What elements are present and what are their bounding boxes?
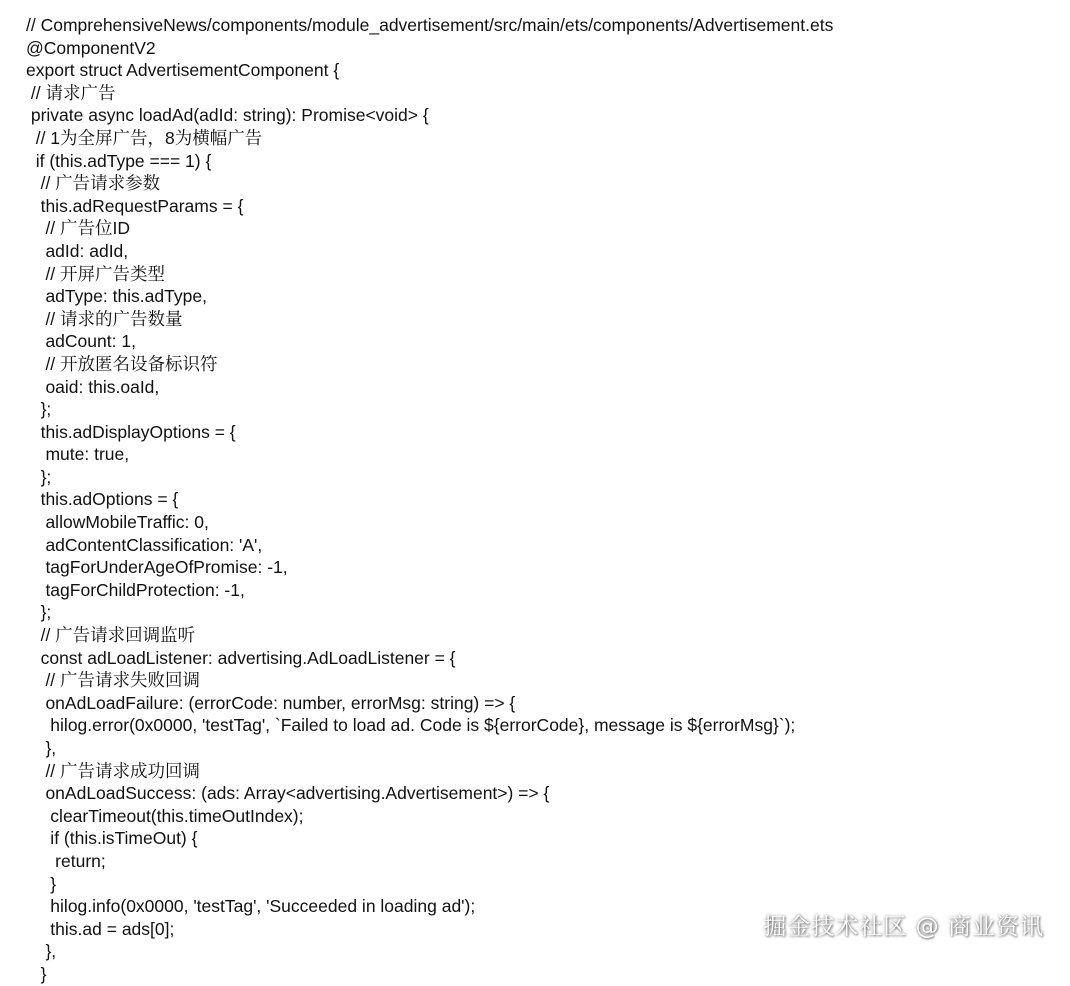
code-line: oaid: this.oaId, <box>26 376 160 397</box>
code-line: onAdLoadSuccess: (ads: Array<advertising.Advertisement>) => { <box>26 783 550 804</box>
code-line: // 广告请求参数 <box>26 173 161 194</box>
code-line: // 广告请求回调监听 <box>26 625 196 646</box>
code-line: this.ad = ads[0]; <box>26 918 175 939</box>
code-line: adType: this.adType, <box>26 286 207 307</box>
code-line: // 开放匿名设备标识符 <box>26 353 218 374</box>
code-line: // 1为全屏广告，8为横幅广告 <box>26 127 263 148</box>
code-line: adContentClassification: 'A', <box>26 534 263 555</box>
code-line: }, <box>26 941 57 962</box>
code-line: clearTimeout(this.timeOutIndex); <box>26 805 304 826</box>
code-line: onAdLoadFailure: (errorCode: number, errorMsg: string) => { <box>26 692 516 713</box>
code-line: }; <box>26 466 52 487</box>
code-line: // 开屏广告类型 <box>26 263 166 284</box>
code-line: this.adOptions = { <box>26 489 179 510</box>
code-line: private async loadAd(adId: string): Promise<void> { <box>26 105 429 126</box>
code-line: adId: adId, <box>26 240 129 261</box>
code-line: if (this.isTimeOut) { <box>26 828 198 849</box>
code-line: // 广告位ID <box>26 218 131 239</box>
code-line: } <box>26 873 57 894</box>
watermark: 掘金技术社区 @ 商业资讯 <box>763 914 1044 940</box>
code-line: hilog.error(0x0000, 'testTag', `Failed to load ad. Code is ${errorCode}, message is ${errorMsg}`); <box>26 715 796 736</box>
code-line: allowMobileTraffic: 0, <box>26 512 209 533</box>
code-line: }; <box>26 399 52 420</box>
code-line: mute: true, <box>26 444 130 465</box>
code-line: }, <box>26 738 57 758</box>
code-line: @ComponentV2 <box>26 37 156 58</box>
code-line: // 广告请求失败回调 <box>26 670 201 691</box>
code-line: }; <box>26 602 52 623</box>
code-line: tagForChildProtection: -1, <box>26 579 245 600</box>
code-line: // 请求广告 <box>26 82 116 103</box>
code-line: // 广告请求成功回调 <box>26 760 201 781</box>
code-line: adCount: 1, <box>26 331 136 352</box>
code-line: tagForUnderAgeOfPromise: -1, <box>26 557 288 578</box>
code-line: export struct AdvertisementComponent { <box>26 60 340 81</box>
code-line: // ComprehensiveNews/components/module_advertisement/src/main/ets/components/Advertisement.ets <box>26 15 834 35</box>
code-line: // 请求的广告数量 <box>26 308 183 329</box>
code-line: } <box>26 963 47 984</box>
code-line: this.adDisplayOptions = { <box>26 421 236 442</box>
code-line: this.adRequestParams = { <box>26 195 244 216</box>
code-line: const adLoadListener: advertising.AdLoadListener = { <box>26 647 456 668</box>
code-block <box>26 14 833 986</box>
code-line: return; <box>26 850 106 871</box>
code-line: if (this.adType === 1) { <box>26 150 212 171</box>
code-line: hilog.info(0x0000, 'testTag', 'Succeeded in loading ad'); <box>26 896 476 917</box>
